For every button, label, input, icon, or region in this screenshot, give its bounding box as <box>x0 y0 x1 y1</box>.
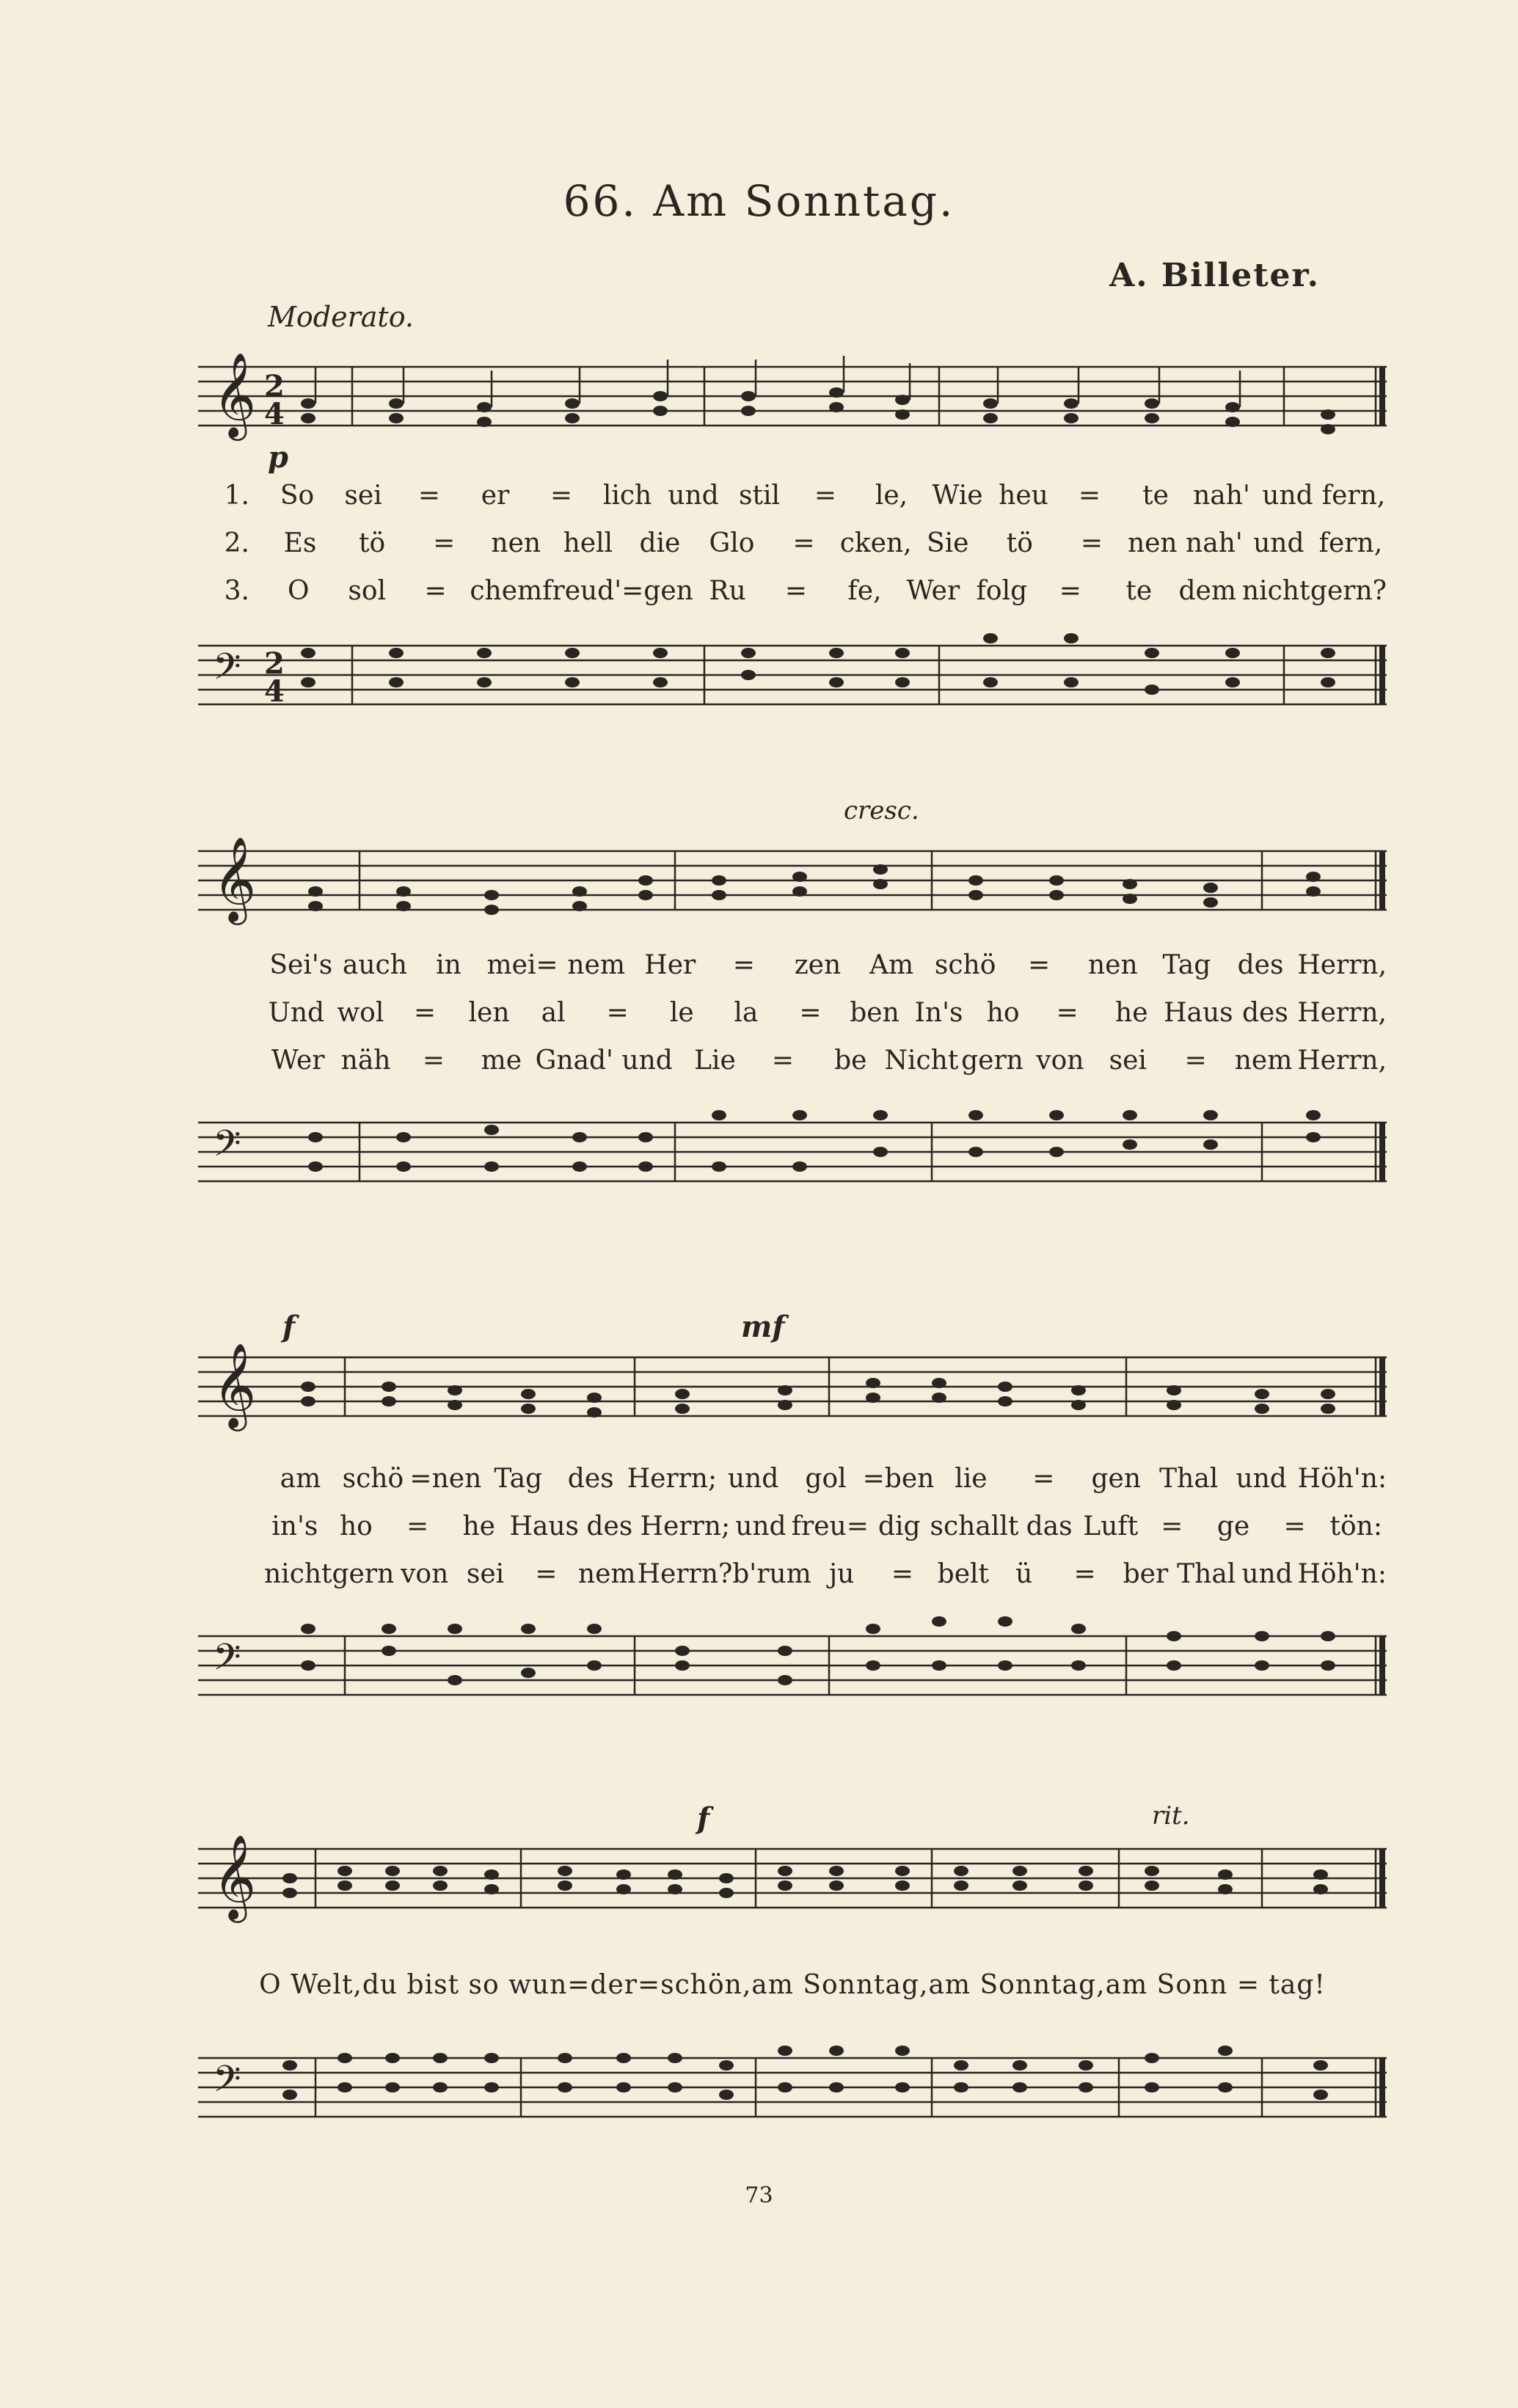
lyric-syllable: = <box>606 998 629 1028</box>
lyric-syllable: freud'=gen <box>542 576 693 606</box>
verse-number: 3. <box>224 576 249 606</box>
lyric-syllable: schallt <box>930 1511 1019 1542</box>
lyric-syllable: das <box>1026 1511 1073 1542</box>
lyric-syllable: ber <box>1123 1559 1169 1589</box>
lyric-syllable: nen <box>1087 950 1138 980</box>
svg-text:𝄞: 𝄞 <box>213 836 257 922</box>
lyric-syllable: stil <box>739 481 780 511</box>
svg-text:2: 2 <box>264 646 285 681</box>
lyric-syllable: Haus <box>1164 998 1233 1028</box>
verse-number: 1. <box>224 481 249 511</box>
dynamic-f: f <box>282 1310 296 1344</box>
lyric-syllable: und <box>1253 528 1304 558</box>
svg-text:𝄢: 𝄢 <box>213 2058 241 2109</box>
lyric-syllable: nah' <box>1193 481 1250 511</box>
lyric-syllable: Thal <box>1177 1559 1236 1589</box>
lyric-syllable: Thal <box>1159 1464 1219 1494</box>
lyric-syllable: So <box>280 481 315 511</box>
lyric-syllable: ho <box>986 998 1020 1028</box>
lyric-syllable: la <box>734 998 759 1028</box>
lyric-syllable: Herrn; <box>627 1464 718 1494</box>
lyric-syllable: chem <box>470 576 543 606</box>
lyric-syllable: die <box>639 528 681 558</box>
lyric-syllable: Tag <box>1162 950 1211 980</box>
dynamic-mf: mf <box>741 1310 785 1344</box>
lyric-syllable: = <box>1283 1511 1306 1542</box>
lyric-syllable: und <box>735 1511 787 1542</box>
lyric-line: O Welt,du bist so wun=der=schön,am Sonntag,am Sonntag,am Sonn = tag! <box>259 1970 1326 2000</box>
lyric-syllable: O <box>287 576 310 606</box>
lyric-syllable: heu <box>999 481 1048 511</box>
dynamic-f: f <box>697 1801 710 1836</box>
lyric-syllable: sei <box>1109 1046 1147 1076</box>
svg-text:𝄢: 𝄢 <box>213 1636 241 1688</box>
lyric-syllable: te <box>1142 481 1169 511</box>
lyric-syllable: Und <box>268 998 325 1028</box>
lyric-syllable: Herrn, <box>1297 1046 1387 1076</box>
cresc-marking: cresc. <box>844 796 919 825</box>
verse-number <box>198 950 264 980</box>
lyric-syllable: Tag <box>494 1464 543 1494</box>
lyric-syllable: = <box>1056 998 1079 1028</box>
verse-row <box>198 1046 1387 1076</box>
lyric-syllable: ben <box>850 998 900 1028</box>
lyric-syllable: Sie <box>927 528 969 558</box>
verse-row <box>198 1559 1387 1589</box>
lyric-syllable: und <box>668 481 719 511</box>
lyric-syllable: cken, <box>839 528 912 558</box>
rit-marking: rit. <box>1152 1801 1190 1831</box>
composer-name: A. Billeter. <box>1109 257 1320 294</box>
lyric-syllable: = <box>784 576 808 606</box>
tempo-marking: Moderato. <box>268 301 414 333</box>
song-title-text: Am Sonntag. <box>653 176 955 226</box>
song-title <box>0 176 1518 226</box>
lyric-syllable: =nen <box>409 1464 482 1494</box>
lyric-syllable: gern? <box>1310 576 1387 606</box>
lyric-syllable: auch <box>342 950 407 980</box>
lyric-syllable: Am <box>869 950 914 980</box>
lyric-syllable: hell <box>563 528 613 558</box>
lyric-syllable: len <box>468 998 510 1028</box>
verse-number <box>198 998 264 1028</box>
lyric-syllable: tö <box>359 528 386 558</box>
svg-text:𝄢: 𝄢 <box>213 646 241 697</box>
lyric-syllable: und <box>727 1464 779 1494</box>
lyric-syllable: dem <box>1178 576 1236 606</box>
lyric-syllable: nicht <box>1241 576 1310 606</box>
lyric-syllable: fern, <box>1321 481 1386 511</box>
staff-bass-4 <box>198 2043 1387 2146</box>
verse-number <box>198 1464 264 1494</box>
lyric-syllable: dig <box>877 1511 921 1542</box>
lyric-syllable: = <box>406 1511 429 1542</box>
lyric-syllable: von <box>1036 1046 1084 1076</box>
song-number: 66. <box>563 176 638 226</box>
lyric-syllable: Nicht <box>884 1046 959 1076</box>
lyric-syllable: Herrn? <box>637 1559 733 1589</box>
verse-number <box>198 1046 264 1076</box>
lyric-syllable: Lie <box>694 1046 736 1076</box>
lyric-syllable: mei= <box>486 950 558 980</box>
lyric-syllable: Wie <box>932 481 983 511</box>
lyric-syllable: sei <box>466 1559 505 1589</box>
lyric-syllable: Höh'n: <box>1297 1559 1387 1589</box>
lyric-syllable: und <box>1262 481 1313 511</box>
lyric-syllable: nen <box>491 528 541 558</box>
lyric-syllable: le, <box>875 481 908 511</box>
verse-number: 2. <box>224 528 249 558</box>
lyric-syllable: Herrn; <box>640 1511 731 1542</box>
lyric-syllable: Herrn, <box>1297 950 1387 980</box>
lyric-syllable: = <box>792 528 815 558</box>
lyric-syllable: ge <box>1216 1511 1250 1542</box>
lyric-syllable: gern <box>961 1046 1023 1076</box>
verse-row <box>198 1464 1387 1494</box>
staff-bass-1 <box>198 631 1387 734</box>
lyric-syllable: Wer <box>906 576 960 606</box>
lyric-syllable: nen nah' <box>1127 528 1243 558</box>
lyric-syllable: Wer <box>271 1046 325 1076</box>
lyric-syllable: des <box>586 1511 633 1542</box>
lyric-syllable: Ru <box>709 576 746 606</box>
verse-number <box>198 1559 264 1589</box>
lyric-syllable: nem <box>1234 1046 1293 1076</box>
lyric-syllable: wol <box>337 998 384 1028</box>
lyric-syllable: freu= <box>791 1511 869 1542</box>
svg-text:𝄢: 𝄢 <box>213 1123 241 1174</box>
lyric-syllable: Höh'n: <box>1297 1464 1387 1494</box>
verse-row <box>198 576 1387 606</box>
lyric-syllable: schö <box>934 950 996 980</box>
lyric-syllable: des <box>1237 950 1284 980</box>
lyric-syllable: = <box>771 1046 794 1076</box>
lyric-syllable: des <box>1242 998 1288 1028</box>
lyric-syllable: Es <box>283 528 317 558</box>
lyric-syllable: = <box>433 528 456 558</box>
svg-text:𝄞: 𝄞 <box>213 1342 257 1428</box>
lyric-syllable: sei <box>344 481 382 511</box>
lyric-syllable: fe, <box>847 576 882 606</box>
lyric-syllable: am <box>280 1464 321 1494</box>
lyric-syllable: = <box>732 950 755 980</box>
verse-number <box>198 1511 264 1542</box>
lyric-syllable: he <box>1115 998 1148 1028</box>
lyric-syllable: belt <box>937 1559 990 1589</box>
lyric-syllable: al <box>541 998 566 1028</box>
lyric-syllable: = <box>1059 576 1081 606</box>
lyric-syllable: lie <box>955 1464 988 1494</box>
dynamic-p: p <box>268 440 288 475</box>
lyric-syllable: le <box>669 998 694 1028</box>
lyric-syllable: und <box>621 1046 673 1076</box>
lyric-syllable: nem <box>567 950 625 980</box>
lyric-syllable: und <box>1241 1559 1293 1589</box>
lyric-syllable: = <box>550 481 573 511</box>
lyric-syllable: lich <box>602 481 652 511</box>
lyric-syllable: = <box>413 998 437 1028</box>
lyric-syllable: sol <box>348 576 387 606</box>
verse-row <box>198 998 1387 1028</box>
lyric-syllable: und <box>1236 1464 1287 1494</box>
lyric-syllable: in <box>436 950 461 980</box>
lyric-syllable: zen <box>794 950 842 980</box>
lyric-syllable: = <box>1073 1559 1096 1589</box>
verse-row <box>198 1511 1387 1542</box>
verse-row <box>198 950 1387 980</box>
verse-row <box>198 528 1387 558</box>
svg-text:4: 4 <box>264 397 285 431</box>
lyric-syllable: des <box>567 1464 614 1494</box>
lyric-syllable: von <box>401 1559 449 1589</box>
lyric-syllable: =ben <box>862 1464 935 1494</box>
lyric-syllable: = <box>1184 1046 1207 1076</box>
lyric-syllable: = <box>422 1046 445 1076</box>
lyric-syllable: = <box>417 481 441 511</box>
lyric-syllable: Gnad' <box>535 1046 613 1076</box>
lyric-syllable: te <box>1125 576 1153 606</box>
lyric-syllable: be <box>834 1046 867 1076</box>
svg-text:𝄞: 𝄞 <box>213 1834 257 1919</box>
lyric-syllable: he <box>462 1511 495 1542</box>
lyric-syllable: = <box>1161 1511 1183 1542</box>
svg-text:𝄞: 𝄞 <box>213 351 257 437</box>
staff-bass-2 <box>198 1108 1387 1211</box>
lyric-syllable: = <box>1080 528 1103 558</box>
lyric-syllable: ho <box>340 1511 373 1542</box>
lyric-syllable: Luft <box>1083 1511 1139 1542</box>
lyric-syllable: = <box>424 576 447 606</box>
page-number: 73 <box>745 2183 773 2208</box>
lyric-syllable: In's <box>914 998 963 1028</box>
lyric-syllable: nicht <box>264 1559 332 1589</box>
lyric-syllable: = <box>535 1559 558 1589</box>
svg-text:2: 2 <box>264 369 285 404</box>
lyric-syllable: = <box>814 481 837 511</box>
lyric-syllable: = <box>799 998 822 1028</box>
lyric-syllable: = <box>891 1559 914 1589</box>
lyric-syllable: b'rum <box>732 1559 811 1589</box>
lyric-syllable: = <box>1032 1464 1055 1494</box>
lyric-syllable: er <box>481 481 510 511</box>
lyric-syllable: schö <box>342 1464 404 1494</box>
staff-bass-3 <box>198 1621 1387 1724</box>
lyric-syllable: näh <box>340 1046 391 1076</box>
lyric-syllable: Sei's <box>269 950 333 980</box>
lyric-syllable: tö <box>1006 528 1033 558</box>
final-line-row <box>198 1970 1387 2000</box>
lyric-syllable: = <box>1078 481 1101 511</box>
lyric-syllable: tön: <box>1329 1511 1382 1542</box>
lyric-syllable: ü <box>1015 1559 1033 1589</box>
lyric-syllable: nem <box>577 1559 636 1589</box>
lyric-syllable: gern <box>332 1559 395 1589</box>
staff-treble-4 <box>198 1834 1387 1988</box>
lyric-syllable: Herrn, <box>1297 998 1387 1028</box>
lyric-syllable: folg <box>976 576 1028 606</box>
lyric-syllable: Haus <box>509 1511 580 1542</box>
lyric-syllable: Her <box>644 950 696 980</box>
verse-row <box>198 481 1387 511</box>
lyric-syllable: Glo <box>709 528 755 558</box>
lyric-syllable: me <box>481 1046 522 1076</box>
lyric-syllable: gen <box>1091 1464 1142 1494</box>
lyric-syllable: = <box>1028 950 1051 980</box>
lyric-syllable: gol <box>805 1464 847 1494</box>
lyric-syllable: fern, <box>1318 528 1383 558</box>
svg-text:4: 4 <box>264 674 285 709</box>
lyric-syllable: ju <box>828 1559 855 1589</box>
lyric-syllable: in's <box>271 1511 318 1542</box>
